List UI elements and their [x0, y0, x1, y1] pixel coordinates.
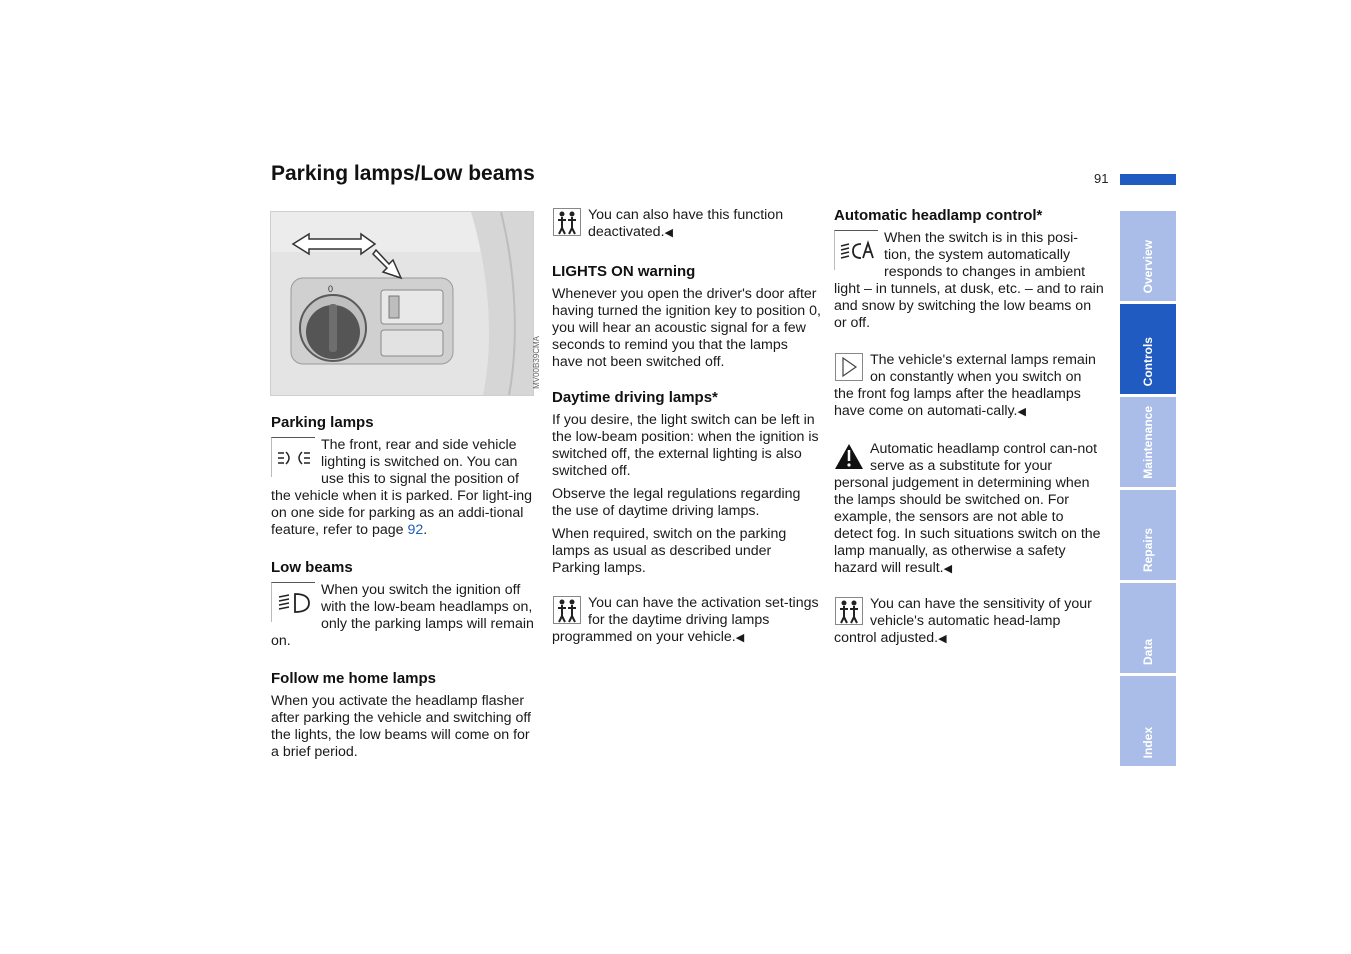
tab-repairs[interactable] — [1120, 490, 1176, 580]
follow-me-home-text: When you activate the headlamp flasher after parking the vehicle and switching off the lights, the low beams will come on for a brief period. — [271, 693, 531, 760]
column-middle — [552, 207, 822, 653]
heading-automatic-headlamp-control: Automatic headlamp control* — [834, 207, 1043, 224]
service-note-icon — [552, 207, 582, 237]
low-beams-text: When you switch the ignition off with the low-beam headlamps on, only the parking lamps will remain on. — [271, 582, 534, 649]
automatic-headlamp-text: When the switch is in this posi-tion, the system automatically responds to changes in ambient light – in tunnels, at dusk, etc. – and to rain and snow by switching the low beams on or off. — [834, 230, 1104, 331]
tab-data[interactable] — [1120, 583, 1176, 673]
end-mark: ◀ — [664, 227, 673, 239]
parking-lamps-text-end: . — [423, 522, 428, 538]
tab-maintenance[interactable] — [1120, 397, 1176, 487]
column-right — [834, 207, 1104, 654]
tab-label: Controls — [1141, 336, 1155, 386]
page-number: 91 — [1094, 171, 1109, 186]
tab-overview[interactable] — [1120, 211, 1176, 301]
heading-lights-on-warning: LIGHTS ON warning — [552, 263, 696, 280]
service-note-icon — [834, 596, 864, 626]
daytime-service-note: You can have the activation set-tings for the daytime driving lamps programmed on your vehicle. — [552, 595, 819, 645]
heading-daytime-driving-lamps: Daytime driving lamps* — [552, 389, 718, 406]
fog-lamps-note: The vehicle's external lamps remain on constantly when you switch on the front fog lamps after the headlamps have come on automati-cally. — [834, 352, 1096, 419]
daytime-text-3: When required, switch on the parking lamps as usual as described under Parking lamps. — [552, 526, 787, 576]
column-left — [271, 414, 539, 767]
tab-label: Index — [1141, 726, 1155, 758]
page-92-link[interactable]: 92 — [407, 522, 424, 538]
automatic-headlamp-icon — [834, 230, 878, 270]
parking-lamps-text: The front, rear and side vehicle lighting is switched on. You can use this to signal the position of the vehicle when it is parked. For light-ing on one side for parking as an addi-tional feature, refer to page — [271, 437, 533, 538]
lights-on-warning-text: Whenever you open the driver's door after having turned the ignition key to position 0, you will hear an acoustic signal for a few seconds to remind you that the lamps have not been switched off. — [552, 286, 821, 370]
end-mark: ◀ — [938, 633, 947, 645]
parking-lamps-icon — [271, 437, 315, 477]
heading-low-beams: Low beams — [271, 559, 353, 576]
daytime-text-2: Observe the legal regulations regarding the use of daytime driving lamps. — [552, 486, 801, 519]
note-triangle-icon — [834, 352, 864, 382]
tab-label: Maintenance — [1141, 406, 1155, 479]
heading-follow-me-home: Follow me home lamps — [271, 670, 437, 687]
deactivate-note: You can also have this function deactivated. — [588, 207, 784, 240]
end-mark: ◀ — [943, 563, 953, 575]
tab-index[interactable] — [1120, 676, 1176, 766]
tab-label: Overview — [1141, 239, 1155, 293]
end-mark: ◀ — [735, 632, 745, 644]
page-number-bar — [1120, 174, 1176, 185]
tab-label: Repairs — [1141, 527, 1155, 572]
page-title: Parking lamps/Low beams — [271, 162, 535, 185]
warning-icon — [834, 441, 864, 471]
low-beam-icon — [271, 582, 315, 622]
sensitivity-note: You can have the sensitivity of your vehicle's automatic head-lamp control adjusted. — [834, 596, 1092, 646]
tab-controls[interactable] — [1120, 304, 1176, 394]
figure-code: MV00B39CMA — [532, 336, 541, 389]
heading-parking-lamps: Parking lamps — [271, 414, 374, 431]
end-mark: ◀ — [1017, 406, 1026, 418]
switch-position-zero: 0 — [328, 284, 334, 294]
tab-label: Data — [1141, 638, 1155, 665]
service-note-icon — [552, 595, 582, 625]
warning-text: Automatic headlamp control can-not serve as a substitute for your personal judgement in determining when the lamps should be switched on. For example, the sensors are not able to detect fog. In such situations switch on the lamp manually, as otherwise a safety hazard will result. — [834, 441, 1101, 576]
daytime-text-1: If you desire, the light switch can be left in the low-beam position: when the ignition is switched off, the external lighting is also switched off. — [552, 412, 819, 479]
light-switch-illustration — [270, 211, 534, 396]
